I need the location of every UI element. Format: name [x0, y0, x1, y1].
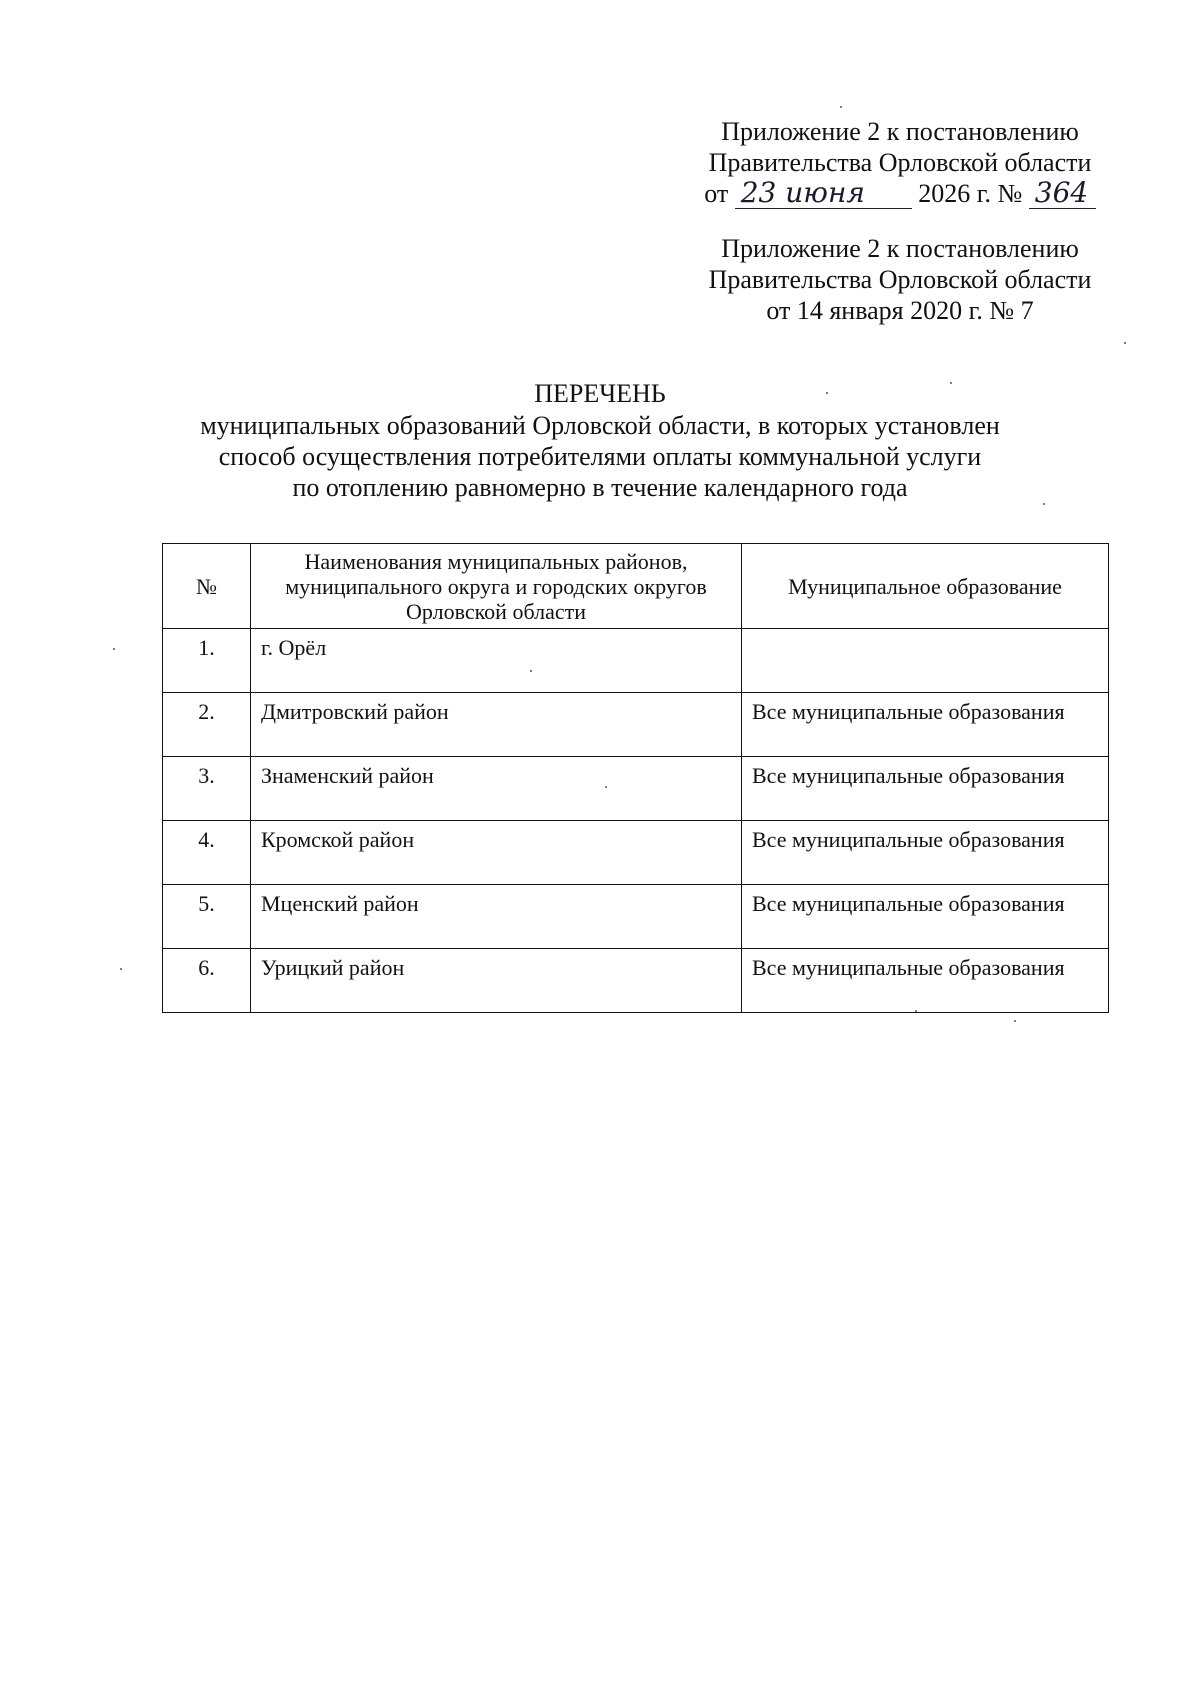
- row-name: Кромской район: [251, 821, 742, 885]
- row-municipality: Все муниципальные образования: [742, 757, 1109, 821]
- header-municipality: Муниципальное образование: [742, 544, 1109, 629]
- appendix-header-new: [670, 116, 1130, 209]
- row-name: г. Орёл: [251, 629, 742, 693]
- row-name: Мценский район: [251, 885, 742, 949]
- row-name: Урицкий район: [251, 949, 742, 1013]
- row-num: 6.: [163, 949, 251, 1013]
- row-municipality: Все муниципальные образования: [742, 693, 1109, 757]
- title-line2: способ осуществления потребителями оплаты коммунальной услуги: [218, 442, 982, 471]
- row-num: 4.: [163, 821, 251, 885]
- header-num: №: [163, 544, 251, 629]
- row-name: Знаменский район: [251, 757, 742, 821]
- appendix-new-line2: Правительства Орловской области: [708, 148, 1092, 177]
- scan-speck: [950, 382, 952, 384]
- handwritten-number: 364: [1029, 178, 1096, 209]
- scan-speck: [120, 968, 122, 970]
- row-num: 1.: [163, 629, 251, 693]
- table-row: [163, 757, 1109, 821]
- row-num: 3.: [163, 757, 251, 821]
- row-municipality: Все муниципальные образования: [742, 949, 1109, 1013]
- title-heading: ПЕРЕЧЕНЬ: [534, 379, 666, 408]
- appendix-old-line1: Приложение 2 к постановлению: [721, 234, 1079, 263]
- document-title: [150, 378, 1050, 503]
- row-num: 2.: [163, 693, 251, 757]
- table-row: [163, 693, 1109, 757]
- scan-speck: [1043, 503, 1045, 505]
- scan-speck: [113, 648, 115, 650]
- row-municipality: Все муниципальные образования: [742, 821, 1109, 885]
- table-header: [163, 544, 1109, 629]
- appendix-header-old: [670, 233, 1130, 326]
- title-line3: по отоплению равномерно в течение календарного года: [292, 473, 908, 502]
- header-name: Наименования муниципальных районов, муниципального округа и городских округов Орловской области: [251, 544, 742, 629]
- appendix-old-line3: от 14 января 2020 г. № 7: [766, 296, 1034, 325]
- year-text: 2026 г. №: [918, 179, 1023, 208]
- scan-speck: [915, 1010, 917, 1012]
- title-line1: муниципальных образований Орловской области, в которых установлен: [200, 411, 1000, 440]
- scan-speck: [1124, 342, 1126, 344]
- appendix-new-date-line: [670, 178, 1130, 209]
- table-body: [163, 629, 1109, 1013]
- appendix-old-line2: Правительства Орловской области: [708, 265, 1092, 294]
- row-name: Дмитровский район: [251, 693, 742, 757]
- row-num: 5.: [163, 885, 251, 949]
- scan-speck: [530, 670, 532, 672]
- date-prefix: от: [704, 179, 729, 208]
- municipalities-table-wrap: [162, 543, 1108, 1013]
- appendix-new-line1: Приложение 2 к постановлению: [721, 117, 1079, 146]
- handwritten-date: 23 июня: [735, 178, 912, 209]
- scan-speck: [826, 392, 828, 394]
- municipalities-table: [162, 543, 1109, 1013]
- scan-speck: [840, 106, 842, 108]
- table-row: [163, 629, 1109, 693]
- scan-speck: [1014, 1020, 1016, 1022]
- table-row: [163, 885, 1109, 949]
- row-municipality: Все муниципальные образования: [742, 885, 1109, 949]
- table-header-row: [163, 544, 1109, 629]
- scan-speck: [605, 786, 607, 788]
- table-row: [163, 821, 1109, 885]
- table-row: [163, 949, 1109, 1013]
- row-municipality: [742, 629, 1109, 693]
